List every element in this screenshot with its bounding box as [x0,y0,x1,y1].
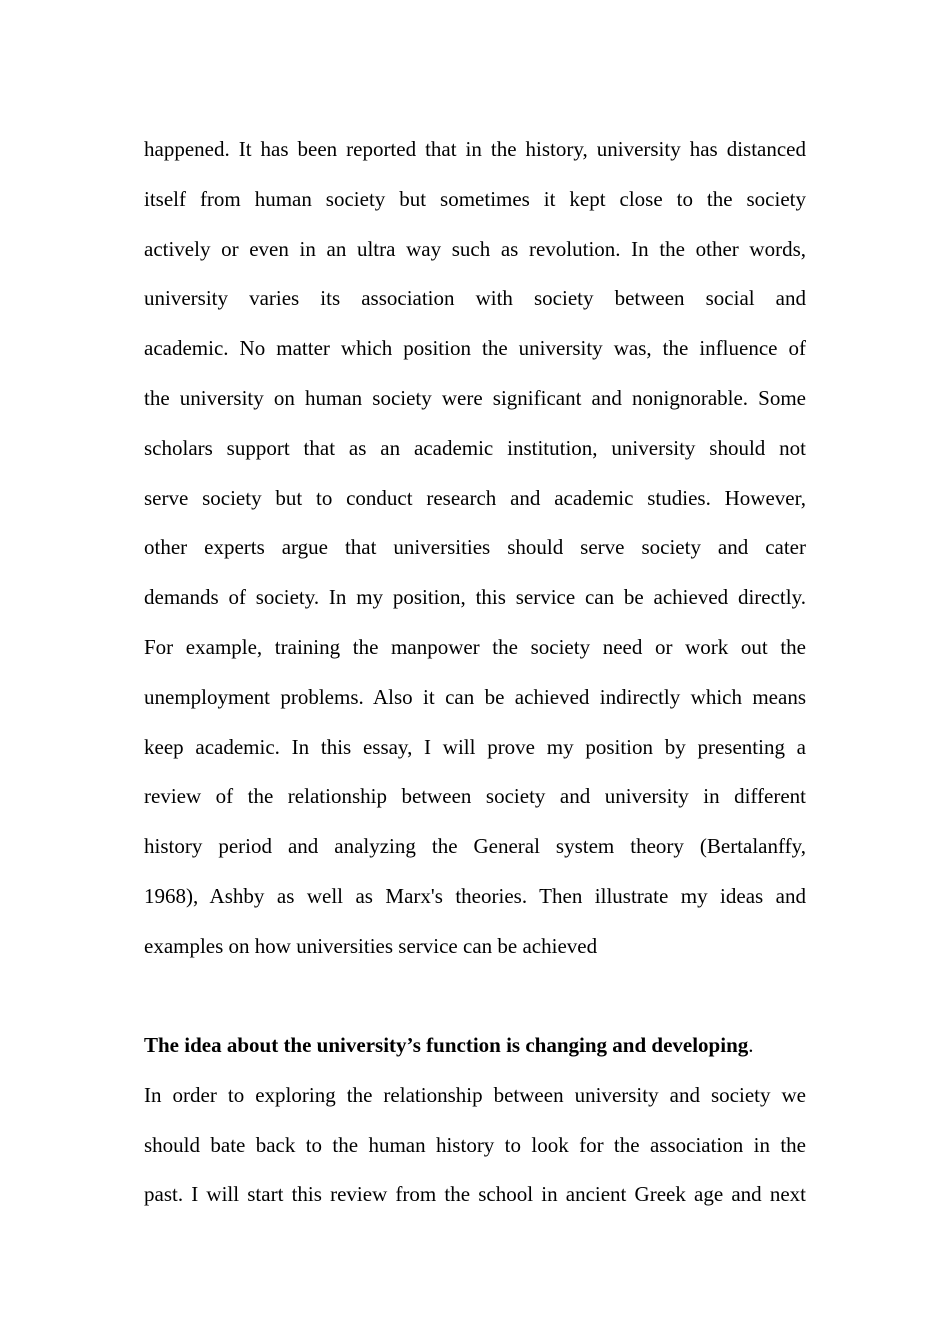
paragraph-line: keep academic. In this essay, I will prove my position by presenting a [144,734,806,759]
paragraph-line: university varies its association with society between social and [144,286,806,311]
paragraph-line: scholars support that as an academic institution, university should not [144,435,806,460]
paragraph-line: examples on how universities service can be achieved [144,933,598,958]
section-block [144,1021,806,1220]
section-heading-text: The idea about the university’s function is changing and developing [144,1033,749,1057]
paragraph-line: 1968), Ashby as well as Marx's theories. Then illustrate my ideas and [144,883,806,908]
paragraph-line: For example, training the manpower the society need or work out the [144,634,806,659]
paragraph-line: the university on human society were significant and nonignorable. Some [144,385,806,410]
paragraph-line: happened. It has been reported that in the history, university has distanced [144,137,806,161]
paragraph-line: serve society but to conduct research and academic studies. However, [144,485,806,510]
paragraph-line: actively or even in an ultra way such as revolution. In the other words, [144,236,806,261]
paragraph-line: unemployment problems. Also it can be achieved indirectly which means [144,684,806,709]
section-heading [144,1021,806,1071]
intro-paragraph [144,125,806,972]
paragraph-line: In order to exploring the relationship between university and society we [144,1082,806,1107]
paragraph-line: academic. No matter which position the university was, the influence of [144,336,806,361]
paragraph-line: review of the relationship between society and university in different [144,784,806,809]
paragraph-line: other experts argue that universities should serve society and cater [144,535,806,560]
paragraph-line: should bate back to the human history to look for the association in the [144,1132,806,1157]
paragraph-line: demands of society. In my position, this service can be achieved directly. [144,585,806,610]
paragraph-line: itself from human society but sometimes it kept close to the society [144,186,806,211]
paragraph-line: past. I will start this review from the school in ancient Greek age and next [144,1182,806,1207]
paragraph-line: history period and analyzing the General system theory (Bertalanffy, [144,834,806,859]
section-heading-punctuation: . [748,1033,754,1057]
